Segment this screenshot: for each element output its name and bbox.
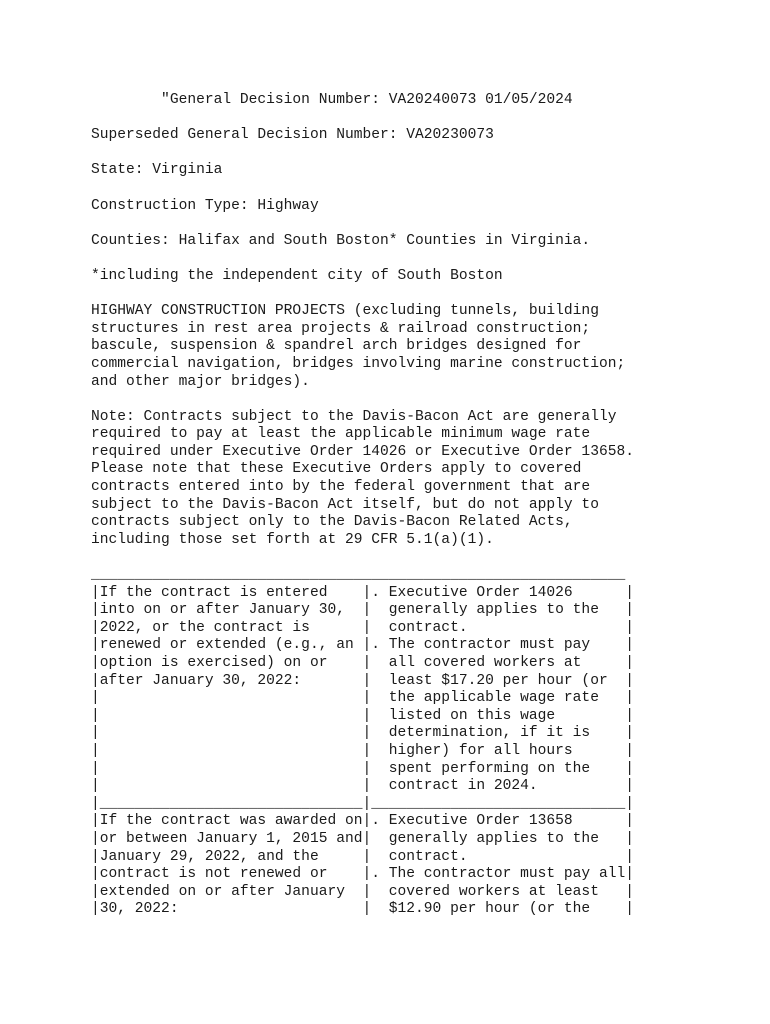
blank-line: [91, 215, 761, 233]
scope-paragraph: HIGHWAY CONSTRUCTION PROJECTS (excluding tunnels, building structures in rest area projects & railroad construction; bascule, suspension & spandrel arch bridges designed for commercial navigation, bridges involving marine construction; and other major bridges).: [91, 303, 626, 390]
blank-line: [91, 549, 761, 567]
executive-order-note: Note: Contracts subject to the Davis-Bacon Act are generally required to pay at least the applicable minimum wage rate required under Executive Order 14026 or Executive Order 13658. Please note that these Executive Orders apply to covered contracts entered into by the federal government that are subject to the Davis-Bacon Act itself, but do not apply to contracts subject only to the Davis-Bacon Related Acts, including those set forth at 29 CFR 5.1(a)(1).: [91, 408, 634, 548]
wage-determination-document: [91, 92, 761, 919]
general-decision-number: "General Decision Number: VA20240073 01/05/2024: [91, 92, 573, 108]
blank-line: [91, 145, 761, 163]
superseded-decision-number: Superseded General Decision Number: VA20230073: [91, 127, 494, 144]
blank-line: [91, 180, 761, 198]
state-line: State: Virginia: [91, 162, 223, 179]
including-note: *including the independent city of South Boston: [91, 267, 503, 284]
construction-type-line: Construction Type: Highway: [91, 197, 319, 214]
executive-order-table: _____________________________________________________________ |If the contract is entered |. Executive Order 14026 | |into on or after January 30, | generally applies to the | |2022, or the contract is | contract. | |renewed or extended (e.g., an |. The contractor must pay | |option is exercised) on or | all covered workers at | |after January 30, 2022: | least $17.20 per hour (or | | | the applicable wage rate | | | listed on this wage | | | determination, if it is | | | higher) for all hours | | | spent performing on the | | | contract in 2024. | |______________________________|_____________________________| |If the contract was awarded on|. Executive Order 13658 | |or between January 1, 2015 and| generally applies to the | |January 29, 2022, and the | contract. | |contract is not renewed or |. The contractor must pay all| |extended on or after January | covered workers at least | |30, 2022: | $12.90 per hour (or the |: [91, 567, 634, 918]
counties-line: Counties: Halifax and South Boston* Counties in Virginia.: [91, 232, 591, 249]
blank-line: [91, 391, 761, 409]
blank-line: [91, 286, 761, 304]
blank-line: [91, 250, 761, 268]
blank-line: [91, 110, 761, 128]
